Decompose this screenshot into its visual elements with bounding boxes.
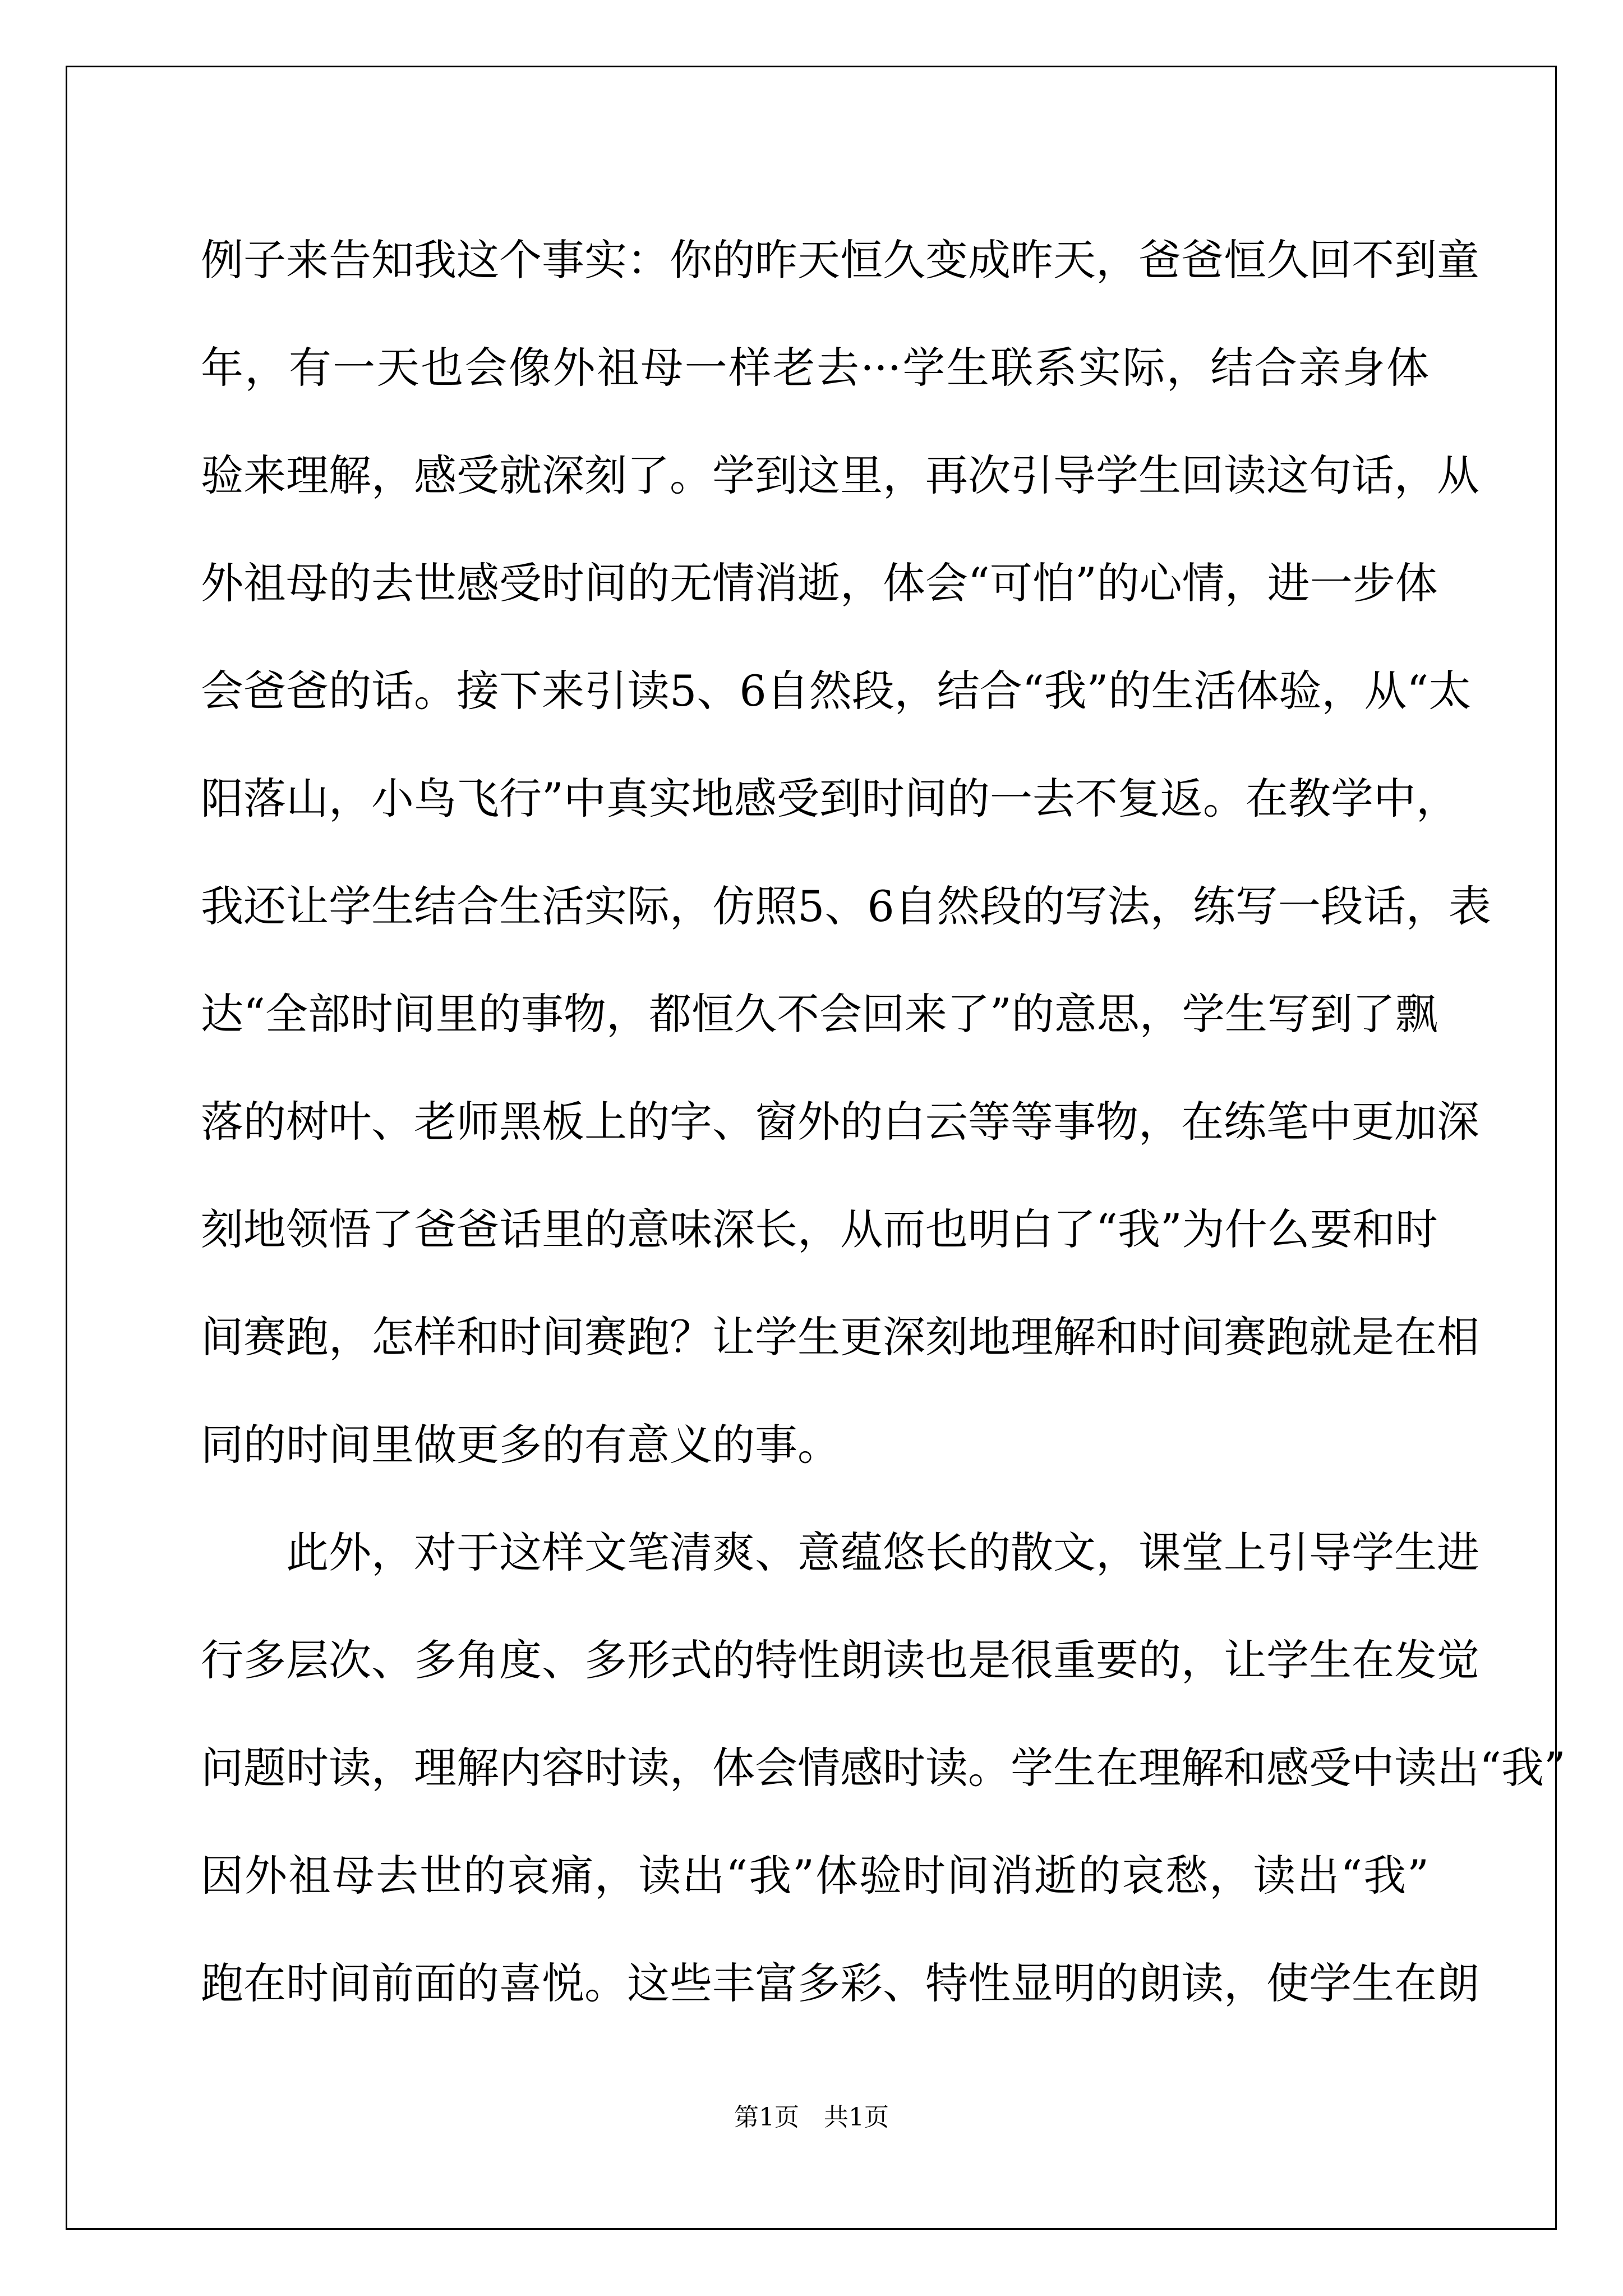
text-line: 例子来告知我这个事实：你的昨天恒久变成昨天，爸爸恒久回不到童 [201,235,1479,285]
document-body [201,206,1566,2037]
text-line: 达“全部时间里的事物，都恒久不会回来了”的意思，学生写到了飘 [201,989,1438,1039]
paragraph-end-line: 同的时间里做更多的有意义的事。 [201,1420,840,1470]
text-line: 问题时读，理解内容时读，体会情感时读。学生在理解和感受中读出“我” [201,1743,1566,1793]
text-line: 年，有一天也会像外祖母一样老去···学生联系实际，结合亲身体 [201,343,1429,393]
text-line: 因外祖母去世的哀痛，读出“我”体验时间消逝的哀愁，读出“我” [201,1851,1429,1901]
text-line: 落的树叶、老师黑板上的字、窗外的白云等等事物，在练笔中更加深 [201,1097,1479,1147]
text-line: 我还让学生结合生活实际，仿照5、6自然段的写法，练写一段话，表 [201,881,1491,931]
text-line: 阳落山，小鸟飞行”中真实地感受到时间的一去不复返。在教学中， [201,774,1459,823]
text-line: 外祖母的去世感受时间的无情消逝，体会“可怕”的心情，进一步体 [201,558,1438,608]
text-line: 行多层次、多角度、多形式的特性朗读也是很重要的，让学生在发觉 [201,1635,1479,1685]
page-number-footer: 第1页 共1页 [734,2103,889,2132]
text-line: 刻地领悟了爸爸话里的意味深长，从而也明白了“我”为什么要和时 [201,1204,1438,1254]
text-line: 跑在时间前面的喜悦。这些丰富多彩、特性显明的朗读，使学生在朗 [201,1958,1479,2008]
text-line: 会爸爸的话。接下来引读5、6自然段，结合“我”的生活体验，从“太 [201,666,1472,716]
paragraph-start-line: 此外，对于这样文笔清爽、意蕴悠长的散文，课堂上引导学生进 [201,1527,1479,1577]
text-line: 间赛跑，怎样和时间赛跑？让学生更深刻地理解和时间赛跑就是在相 [201,1312,1479,1362]
text-line: 验来理解，感受就深刻了。学到这里，再次引导学生回读这句话，从 [201,450,1479,500]
